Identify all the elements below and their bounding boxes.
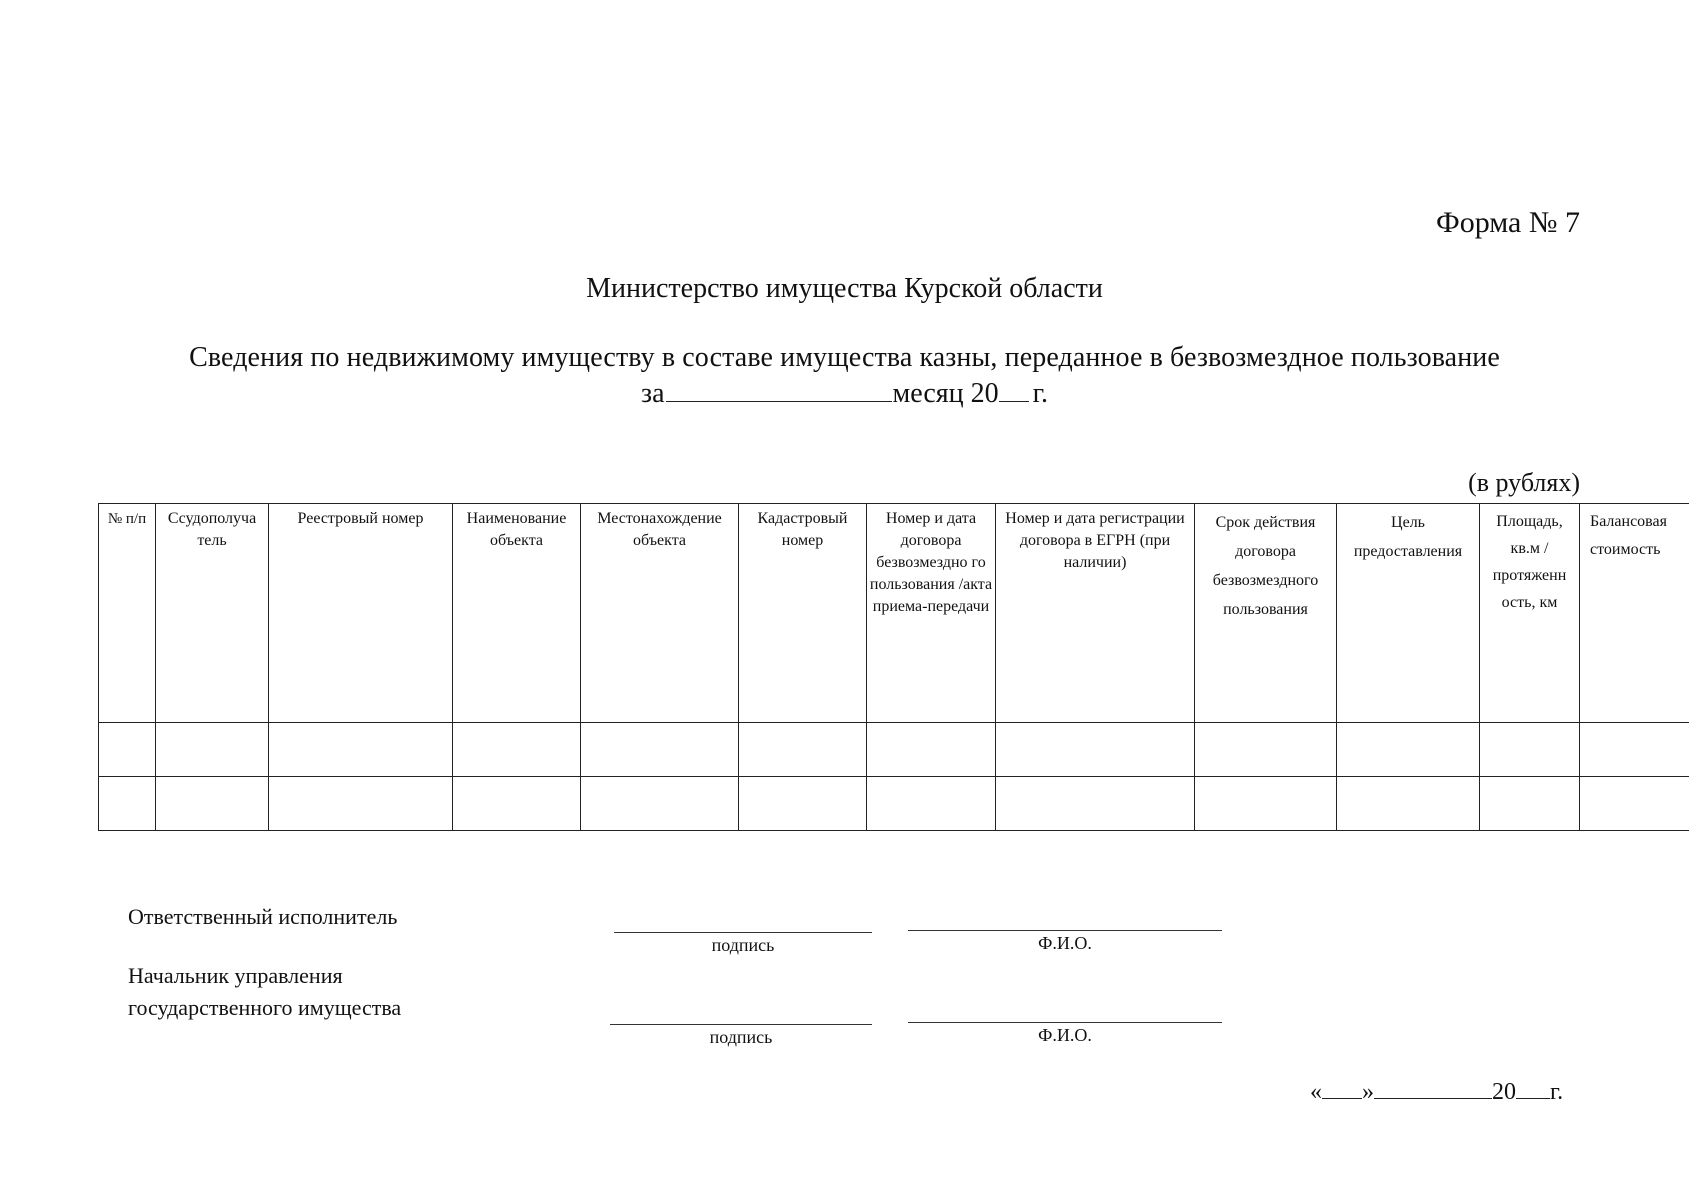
table-row (99, 777, 1689, 831)
year-blank[interactable] (999, 379, 1029, 402)
department-head-label-line1: Начальник управления (128, 963, 343, 988)
signature-line[interactable] (614, 932, 872, 933)
signing-date (1310, 1078, 1563, 1106)
period-prefix: за (641, 378, 665, 409)
currency-units: (в рублях) (1468, 468, 1580, 497)
table-cell[interactable] (739, 723, 867, 777)
ministry-name: Министерство имущества Курской области (586, 273, 1103, 304)
full-name-line[interactable] (908, 930, 1222, 931)
table-cell[interactable] (867, 723, 996, 777)
table-cell[interactable] (99, 777, 156, 831)
form-number: Форма № 7 (1436, 206, 1580, 239)
table-cell[interactable] (581, 777, 739, 831)
table-cell[interactable] (867, 777, 996, 831)
full-name-caption: Ф.И.О. (1038, 1025, 1092, 1045)
signature-caption: подпись (709, 1027, 773, 1047)
table-cell[interactable] (1195, 777, 1337, 831)
period-middle: месяц 20 (892, 378, 999, 409)
table-header-row (99, 504, 1689, 723)
table-cell[interactable] (269, 723, 453, 777)
column-header: Срок действия договора безвозмездного пользования (1195, 504, 1337, 723)
table-cell[interactable] (996, 723, 1195, 777)
table-cell[interactable] (1337, 777, 1480, 831)
month-blank[interactable] (666, 379, 892, 402)
day-blank[interactable] (1322, 1078, 1362, 1099)
column-header: Наименование объекта (453, 504, 581, 723)
table-cell[interactable] (453, 777, 581, 831)
document-title: Сведения по недвижимому имуществу в составе имущества казны, переданное в безвозмездное пользование (189, 342, 1500, 373)
column-header: Номер и дата договора безвозмездно го пользования /акта приема-передачи (867, 504, 996, 723)
date-close-quote: » (1362, 1079, 1374, 1105)
table-row (99, 723, 1689, 777)
column-header: № п/п (99, 504, 156, 723)
table-cell[interactable] (1580, 777, 1689, 831)
period-suffix: г. (1032, 378, 1048, 409)
reporting-period (0, 378, 1689, 410)
responsible-executor-label: Ответственный исполнитель (128, 904, 398, 929)
year-blank[interactable] (1516, 1078, 1550, 1099)
table-cell[interactable] (1337, 723, 1480, 777)
date-open-quote: « (1310, 1079, 1322, 1105)
year-suffix: г. (1550, 1079, 1564, 1105)
table-cell[interactable] (739, 777, 867, 831)
table-cell[interactable] (99, 723, 156, 777)
table-cell[interactable] (1480, 777, 1580, 831)
table-cell[interactable] (156, 777, 269, 831)
table-cell[interactable] (1480, 723, 1580, 777)
column-header: Номер и дата регистрации договора в ЕГРН (при наличии) (996, 504, 1195, 723)
department-head-label-line2: государственного имущества (128, 995, 402, 1020)
signature-caption: подпись (711, 935, 775, 955)
column-header: Ссудополуча тель (156, 504, 269, 723)
table-cell[interactable] (156, 723, 269, 777)
register-table (98, 503, 1689, 831)
table-cell[interactable] (1195, 723, 1337, 777)
table-cell[interactable] (581, 723, 739, 777)
register-table-container (98, 503, 1689, 833)
full-name-line[interactable] (908, 1022, 1222, 1023)
full-name-caption: Ф.И.О. (1038, 933, 1092, 953)
month-blank[interactable] (1374, 1078, 1492, 1099)
column-header: Реестровый номер (269, 504, 453, 723)
table-cell[interactable] (453, 723, 581, 777)
column-header: Площадь, кв.м / протяженн ость, км (1480, 504, 1580, 723)
column-header: Цель предоставления (1337, 504, 1480, 723)
column-header: Кадастровый номер (739, 504, 867, 723)
year-prefix: 20 (1492, 1079, 1516, 1105)
table-cell[interactable] (996, 777, 1195, 831)
column-header: Местонахождение объекта (581, 504, 739, 723)
table-cell[interactable] (269, 777, 453, 831)
signature-line[interactable] (610, 1024, 872, 1025)
table-cell[interactable] (1580, 723, 1689, 777)
column-header: Балансовая стоимость (1580, 504, 1689, 723)
